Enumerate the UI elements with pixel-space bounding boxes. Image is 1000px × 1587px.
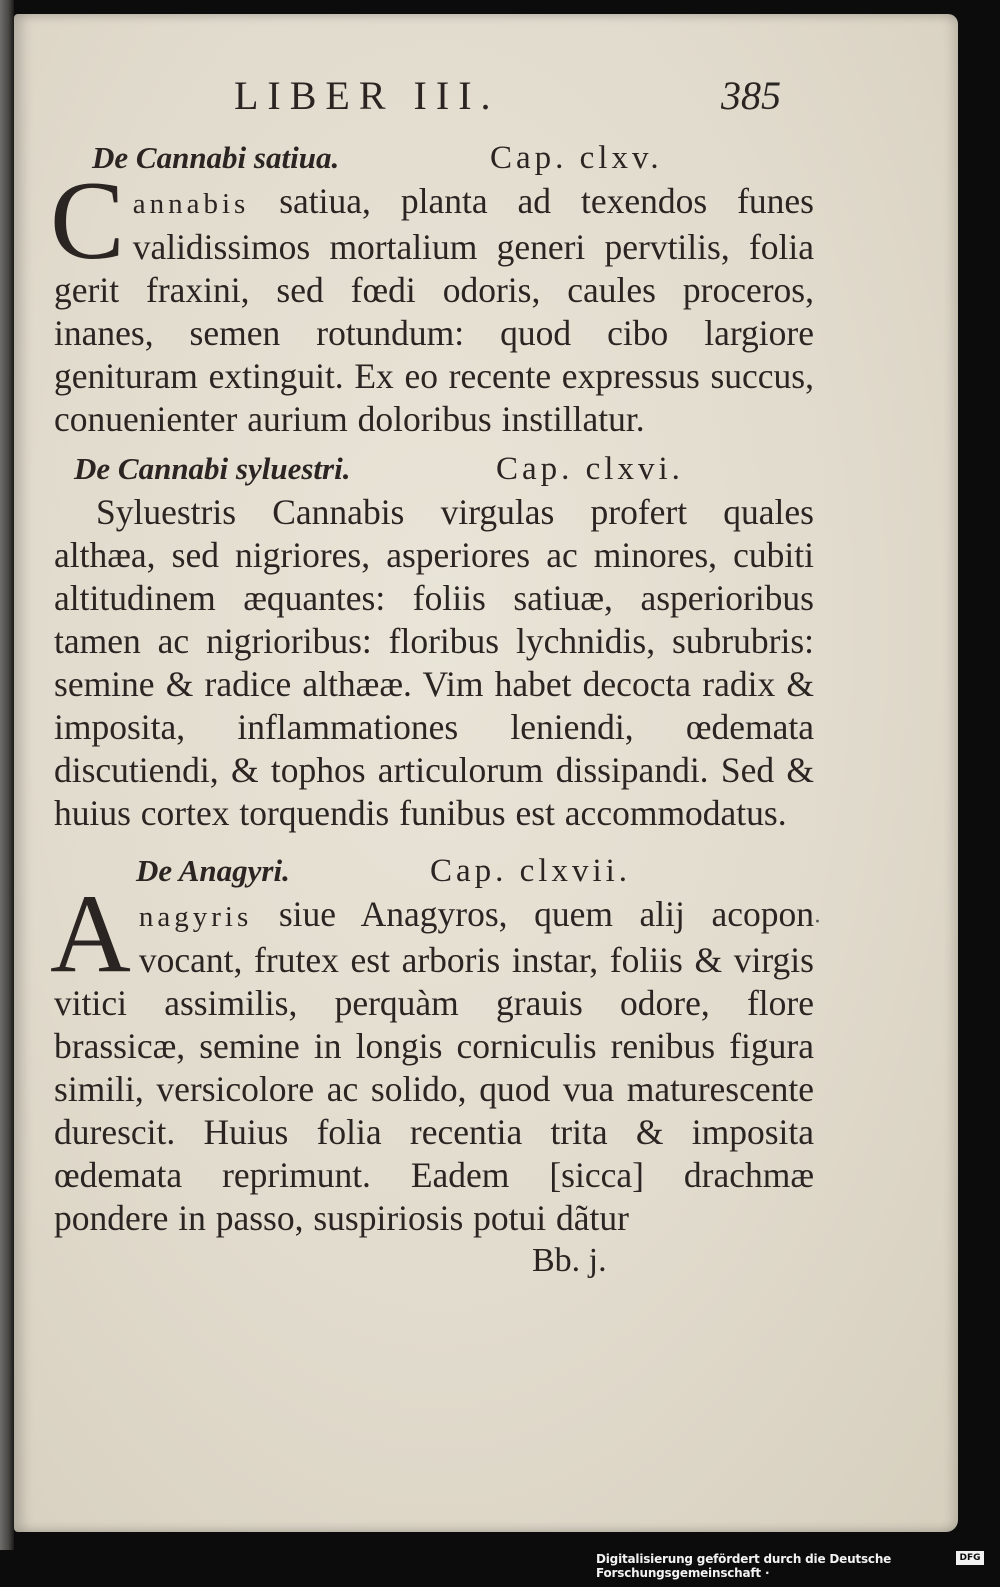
paragraph-text: satiua, planta ad texendos funes validissimos mortalium generi pervtilis, folia gerit fraxini, sed fœdi odoris, caules proceros, inanes, semen rotundum: quod cibo largiore genituram extinguit. Ex eo recente expressus succus, conuenienter aurium doloribus instillatur.	[54, 181, 814, 439]
digitization-credit: Digitalisierung gefördert durch die Deutsche Forschungsgemeinschaft ·	[596, 1552, 892, 1580]
lead-word: nagyris	[138, 901, 253, 933]
chapter-number: Cap. clxv.	[490, 140, 663, 176]
drop-capital: A	[50, 872, 131, 996]
signature-mark	[54, 1240, 814, 1282]
running-title: LIBER III.	[234, 73, 500, 118]
chapter-heading-clxv	[54, 136, 814, 180]
chapter-title: De Cannabi satiua.	[92, 140, 340, 175]
chapter-text-clxvii	[50, 872, 814, 1240]
drop-capital: C	[50, 159, 125, 283]
chapter-heading-clxvi	[54, 447, 814, 491]
paragraph-text: siue Anagyros, quem alij acopon vocant, frutex est arboris instar, foliis & virgis vitici assimilis, perquàm grauis odore, flore brassicæ, semine in longis corniculis renibus figura simili, versicolore ac solido, quod vua maturescente durescit. Huius folia recentia trita & imposita œdemata reprimunt. Eadem [sicca] drachmæ pondere in passo, suspiriosis potui dãtur	[54, 894, 814, 1238]
chapter-heading-clxvii	[54, 849, 814, 893]
chapter-title: De Cannabi syluestri.	[74, 451, 351, 486]
chapter-title: De Anagyri.	[136, 853, 290, 888]
book-spine-edge	[0, 0, 14, 1550]
chapter-text-clxv	[50, 159, 814, 441]
text-block	[50, 73, 814, 1282]
lead-word: annabis	[132, 188, 250, 220]
ink-spot: ·	[814, 910, 821, 935]
signature-text: Bb. j.	[532, 1242, 607, 1279]
paragraph-text: Syluestris Cannabis virgulas profert quales althæa, sed nigriores, asperiores ac minores, cubiti altitudinem æquantes: foliis satiuæ, asperioribus tamen ac nigrioribus: floribus lychnidis, subrubris: semine & radice althææ. Vim habet decocta radix & imposita, inflammationes leniendi, œdemata discutiendi, & tophos articulorum dissipandi. Sed & huius cortex torquendis funibus est accommodatus.	[54, 492, 814, 833]
chapter-number: Cap. clxvi.	[496, 451, 684, 487]
dfg-logo: DFG	[956, 1551, 984, 1565]
chapter-number: Cap. clxvii.	[430, 853, 632, 889]
running-head	[54, 73, 814, 136]
book-page	[14, 14, 958, 1532]
page-number: 385	[721, 73, 781, 118]
chapter-text-clxvi	[54, 491, 814, 835]
